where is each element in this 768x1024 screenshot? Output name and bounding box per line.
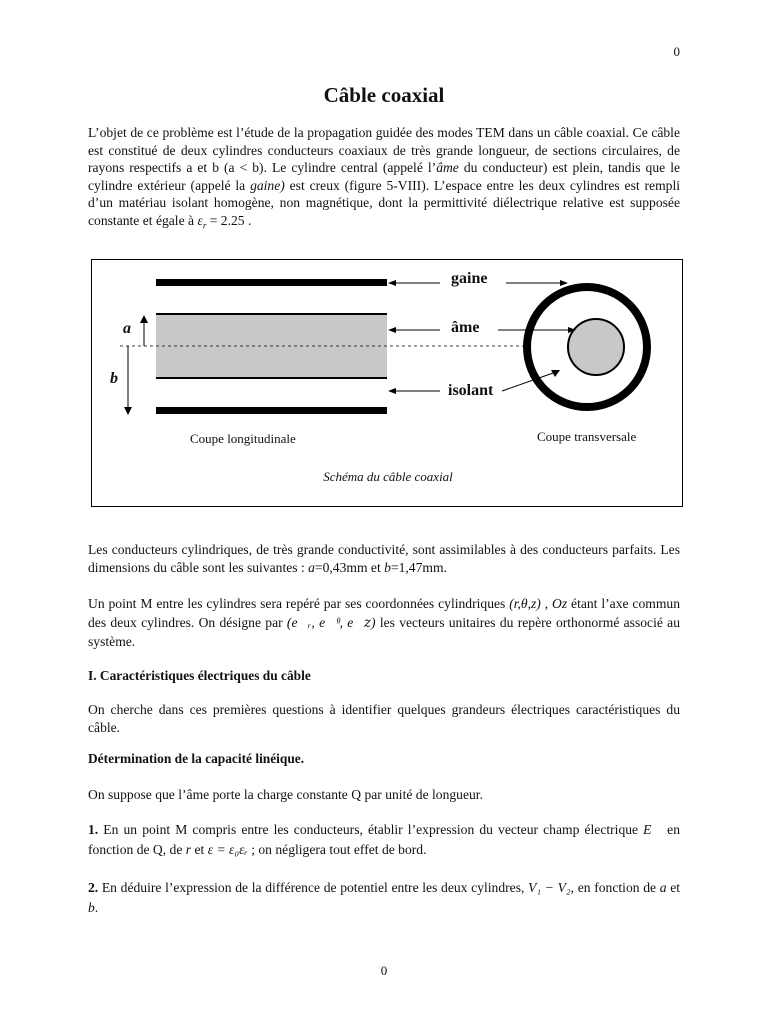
subheading-capacite: Détermination de la capacité linéique. bbox=[88, 751, 305, 766]
intro-paragraph: L’objet de ce problème est l’étude de la propagation guidée des modes TEM dans un câble coaxial. Ce câble est constitué de deux cylindres conducteurs coaxiaux de très grande longueur, de sections circulaires, de rayons respectifs a et b (a < b). Le cylindre central (appelé l’âme du conducteur) est plein, tandis que le cylindre extérieur (appelé la gaine) est creux (figure 5-VIII). L’espace entre les deux cylindres est rempli d’un matériau isolant homogène, non magnétique, dont la permittivité diélectrique relative est supposée constante et égale à $\varepsilon_r = 2.25$ . bbox=[88, 125, 681, 231]
gaine-bottom-line bbox=[156, 407, 387, 414]
b-arrow-head bbox=[124, 407, 132, 415]
dimensions-paragraph: Les conducteurs cylindriques, de très grande conductivité, sont assimilables à des conducteurs parfaits. Les dimensions du câble sont les suivantes : a=0,43mm et b=1,47mm. bbox=[88, 542, 680, 575]
question-1: 1. En un point M compris entre les conducteurs, établir l’expression du vecteur champ électrique E⃗ en fonction de Q, de r et ε = ε₀εᵣ ; on négligera tout effet de bord. bbox=[88, 822, 680, 857]
coaxial-cable-diagram bbox=[91, 259, 683, 507]
coordinates-paragraph: Un point M entre les cylindres sera repéré par ses coordonnées cylindriques (r,θ,z) , Oz étant l’axe commun des deux cylindres. On désigne par (e⃗ᵣ, e⃗ᶿ, e⃗𝑧) les vecteurs unitaires du repère orthonormé associé au système. bbox=[88, 596, 680, 649]
caption-transversal: Coupe transversale bbox=[537, 429, 637, 444]
charge-paragraph: On suppose que l’âme porte la charge constante Q par unité de longueur. bbox=[88, 787, 483, 802]
caption-longitudinal: Coupe longitudinale bbox=[190, 431, 296, 446]
question-2: 2. En déduire l’expression de la différence de potentiel entre les deux cylindres, V₁ − V₂, en fonction de a et b. bbox=[88, 880, 680, 915]
section-heading-1: I. Caractéristiques électriques du câble bbox=[88, 668, 311, 683]
label-isolant: isolant bbox=[448, 382, 494, 399]
page-title: Câble coaxial bbox=[323, 83, 445, 107]
ame-circle bbox=[568, 319, 624, 375]
section-intro-paragraph: On cherche dans ces premières questions à identifier quelques grandeurs électriques caractéristiques du câble. bbox=[88, 702, 680, 735]
label-b: b bbox=[110, 370, 118, 387]
page-number-bottom: 0 bbox=[380, 963, 388, 978]
label-gaine: gaine bbox=[451, 270, 488, 287]
gaine-top-line bbox=[156, 279, 387, 286]
page-number-top: 0 bbox=[673, 44, 680, 59]
label-ame: âme bbox=[451, 319, 480, 336]
label-a: a bbox=[123, 320, 131, 337]
diagram-caption: Schéma du câble coaxial bbox=[323, 469, 453, 484]
a-arrow-head bbox=[140, 315, 148, 323]
